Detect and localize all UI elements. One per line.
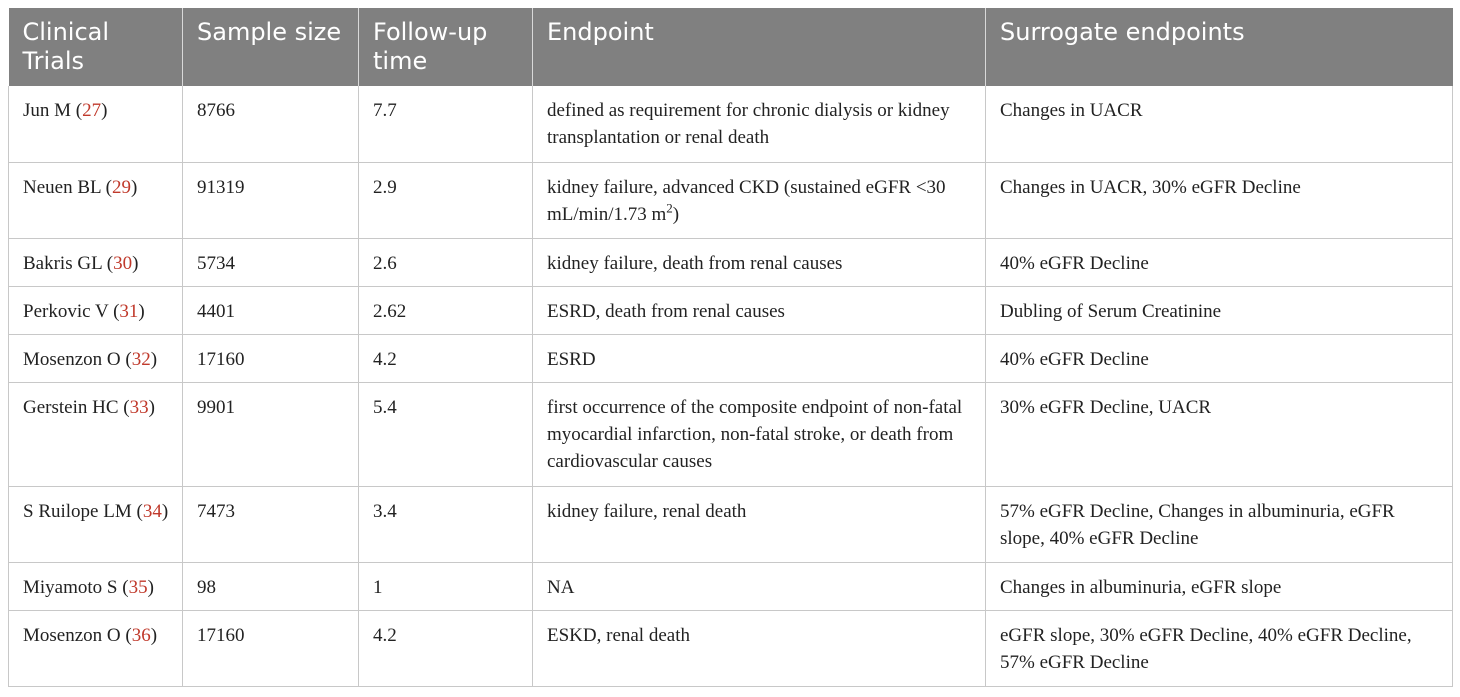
reference-link[interactable]: 31 bbox=[119, 300, 139, 322]
trial-author: Mosenzon O ( bbox=[23, 624, 132, 646]
cell-endpoint: defined as requirement for chronic dialysis or kidney transplantation or renal death bbox=[533, 86, 986, 162]
cell-trial bbox=[9, 86, 183, 162]
cell-sample-size: 9901 bbox=[183, 382, 359, 486]
header-surrogate-endpoints: Surrogate endpoints bbox=[986, 8, 1453, 86]
reference-link[interactable]: 32 bbox=[131, 348, 151, 370]
cell-endpoint: ESRD, death from renal causes bbox=[533, 286, 986, 334]
cell-endpoint: first occurrence of the composite endpoint of non-fatal myocardial infarction, non-fatal stroke, or death from cardiovascular causes bbox=[533, 382, 986, 486]
cell-follow-up: 2.6 bbox=[359, 238, 533, 286]
cell-surrogate: 40% eGFR Decline bbox=[986, 334, 1453, 382]
cell-trial bbox=[9, 486, 183, 562]
header-follow-up-time: Follow-up time bbox=[359, 8, 533, 86]
cell-trial bbox=[9, 162, 183, 238]
cell-follow-up: 7.7 bbox=[359, 86, 533, 162]
endpoint-text: kidney failure, advanced CKD (sustained eGFR <30 mL/min/1.73 m bbox=[547, 176, 946, 225]
header-endpoint: Endpoint bbox=[533, 8, 986, 86]
reference-link[interactable]: 33 bbox=[129, 396, 149, 418]
cell-surrogate: eGFR slope, 30% eGFR Decline, 40% eGFR Decline, 57% eGFR Decline bbox=[986, 610, 1453, 686]
table-row bbox=[9, 86, 1453, 162]
cell-endpoint: NA bbox=[533, 562, 986, 610]
table-row bbox=[9, 562, 1453, 610]
table-row bbox=[9, 238, 1453, 286]
cell-follow-up: 4.2 bbox=[359, 334, 533, 382]
cell-endpoint: ESKD, renal death bbox=[533, 610, 986, 686]
reference-link[interactable]: 35 bbox=[128, 576, 148, 598]
trial-author: Bakris GL ( bbox=[23, 252, 114, 274]
table-row bbox=[9, 162, 1453, 238]
trial-author-close: ) bbox=[101, 100, 108, 121]
cell-trial bbox=[9, 610, 183, 686]
trial-author: Perkovic V ( bbox=[23, 300, 120, 322]
trial-author-close: ) bbox=[150, 348, 158, 370]
trial-author: Mosenzon O ( bbox=[23, 348, 132, 370]
cell-trial bbox=[9, 334, 183, 382]
reference-link[interactable]: 27 bbox=[82, 100, 102, 121]
trial-author: Miyamoto S ( bbox=[23, 576, 129, 598]
trial-author-close: ) bbox=[138, 300, 145, 322]
trial-author-close: ) bbox=[148, 396, 155, 418]
cell-surrogate: Changes in UACR, 30% eGFR Decline bbox=[986, 162, 1453, 238]
cell-trial bbox=[9, 238, 183, 286]
reference-link[interactable]: 34 bbox=[142, 500, 162, 522]
cell-follow-up: 4.2 bbox=[359, 610, 533, 686]
cell-sample-size: 4401 bbox=[183, 286, 359, 334]
cell-follow-up: 5.4 bbox=[359, 382, 533, 486]
cell-sample-size: 17160 bbox=[183, 334, 359, 382]
header-sample-size: Sample size bbox=[183, 8, 359, 86]
table-row bbox=[9, 286, 1453, 334]
trial-author: Jun M ( bbox=[23, 100, 83, 121]
clinical-trials-table bbox=[8, 8, 1453, 687]
cell-sample-size: 17160 bbox=[183, 610, 359, 686]
cell-sample-size: 98 bbox=[183, 562, 359, 610]
cell-sample-size: 8766 bbox=[183, 86, 359, 162]
endpoint-superscript: 2 bbox=[666, 200, 673, 216]
cell-trial bbox=[9, 562, 183, 610]
cell-endpoint bbox=[533, 162, 986, 238]
cell-surrogate: Changes in UACR bbox=[986, 86, 1453, 162]
cell-follow-up: 2.62 bbox=[359, 286, 533, 334]
cell-follow-up: 2.9 bbox=[359, 162, 533, 238]
cell-surrogate: 40% eGFR Decline bbox=[986, 238, 1453, 286]
reference-link[interactable]: 36 bbox=[131, 624, 151, 646]
cell-trial bbox=[9, 286, 183, 334]
table-row bbox=[9, 334, 1453, 382]
endpoint-tail: ) bbox=[672, 203, 680, 225]
table-body bbox=[9, 86, 1453, 686]
cell-follow-up: 3.4 bbox=[359, 486, 533, 562]
cell-surrogate: Dubling of Serum Creatinine bbox=[986, 286, 1453, 334]
trial-author: Gerstein HC ( bbox=[23, 396, 130, 418]
table-row bbox=[9, 610, 1453, 686]
cell-trial bbox=[9, 382, 183, 486]
reference-link[interactable]: 30 bbox=[113, 252, 133, 274]
cell-surrogate: Changes in albuminuria, eGFR slope bbox=[986, 562, 1453, 610]
header-row bbox=[9, 8, 1453, 86]
cell-follow-up: 1 bbox=[359, 562, 533, 610]
cell-sample-size: 7473 bbox=[183, 486, 359, 562]
cell-endpoint: ESRD bbox=[533, 334, 986, 382]
table-header bbox=[9, 8, 1453, 86]
trial-author-close: ) bbox=[150, 624, 158, 646]
cell-sample-size: 91319 bbox=[183, 162, 359, 238]
trial-author-close: ) bbox=[161, 500, 169, 522]
reference-link[interactable]: 29 bbox=[112, 176, 131, 198]
cell-endpoint: kidney failure, renal death bbox=[533, 486, 986, 562]
cell-sample-size: 5734 bbox=[183, 238, 359, 286]
trial-author-close: ) bbox=[147, 576, 154, 598]
table-row bbox=[9, 382, 1453, 486]
trial-author-close: ) bbox=[131, 176, 138, 198]
header-clinical-trials: Clinical Trials bbox=[9, 8, 183, 86]
trial-author-close: ) bbox=[132, 252, 139, 274]
table-row bbox=[9, 486, 1453, 562]
cell-endpoint: kidney failure, death from renal causes bbox=[533, 238, 986, 286]
cell-surrogate: 57% eGFR Decline, Changes in albuminuria, eGFR slope, 40% eGFR Decline bbox=[986, 486, 1453, 562]
trial-author: Neuen BL ( bbox=[23, 176, 112, 198]
cell-surrogate: 30% eGFR Decline, UACR bbox=[986, 382, 1453, 486]
trial-author: S Ruilope LM ( bbox=[23, 500, 143, 522]
